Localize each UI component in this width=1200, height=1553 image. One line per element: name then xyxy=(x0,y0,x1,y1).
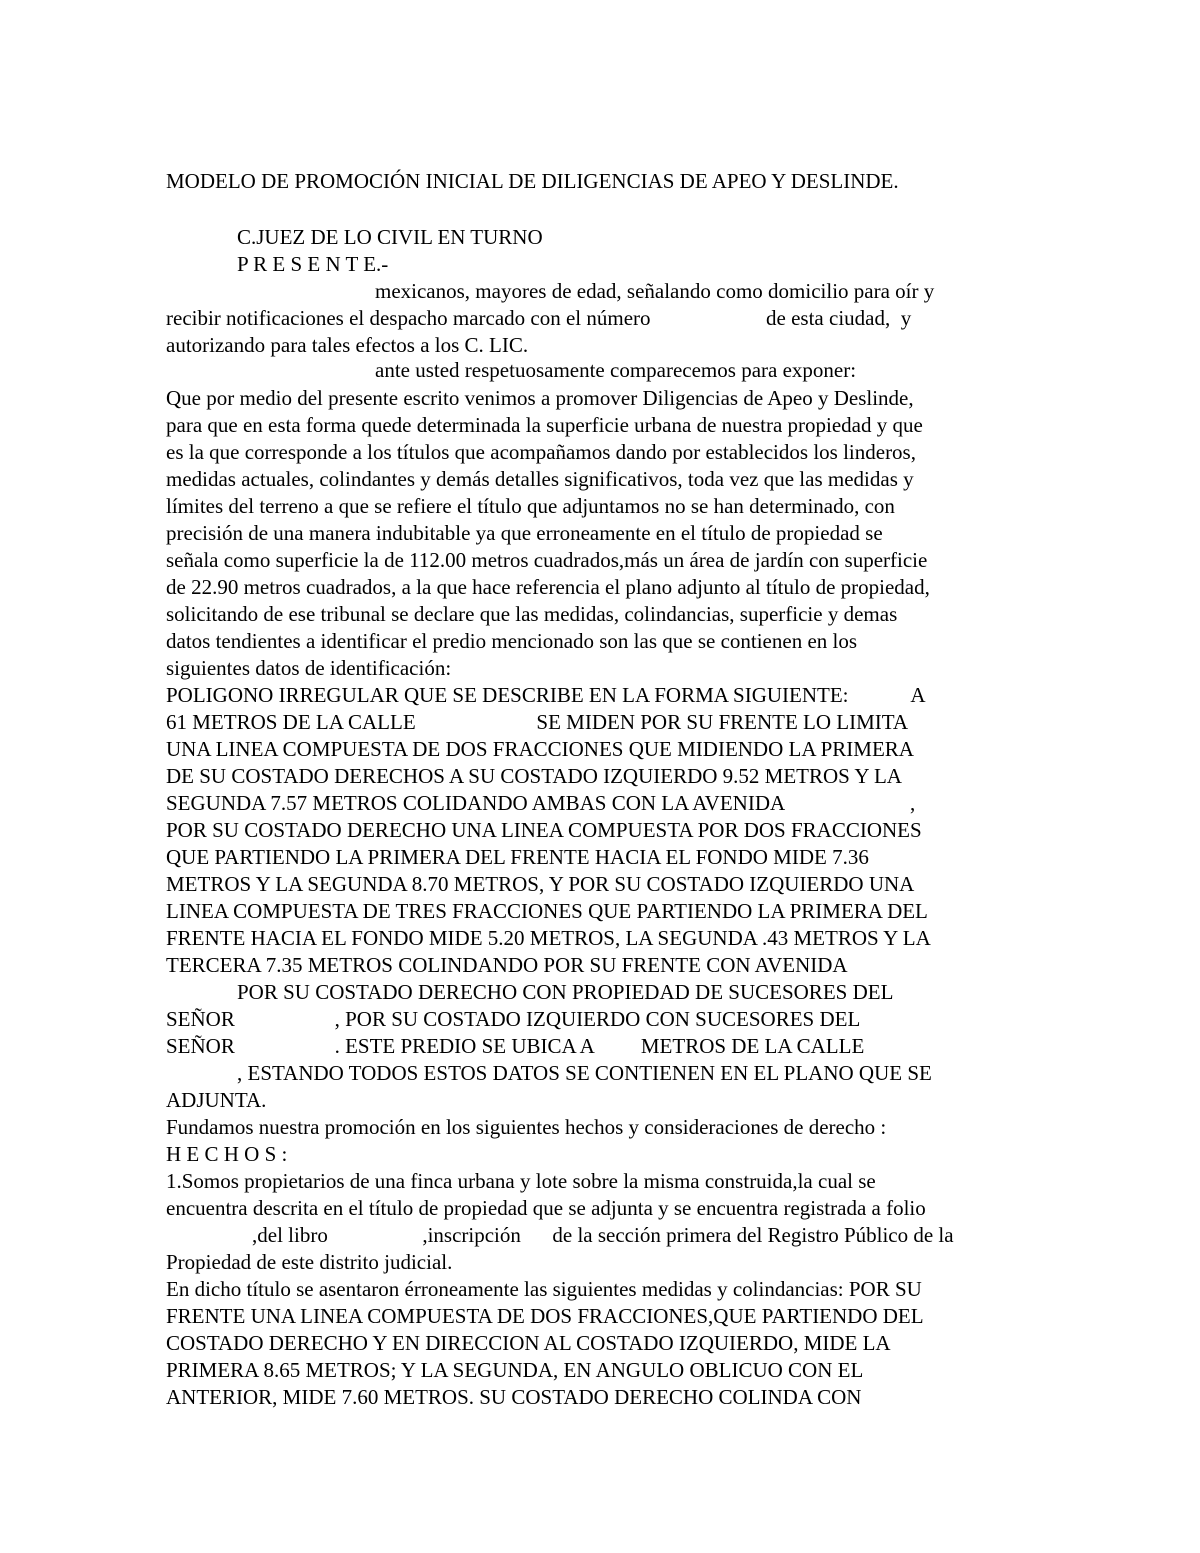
presente-line: P R E S E N T E.- xyxy=(237,252,389,276)
text-line: SEGUNDA 7.57 METROS COLIDANDO AMBAS CON LA AVENIDA , xyxy=(166,791,916,815)
text-line: POR SU COSTADO DERECHO UNA LINEA COMPUESTA POR DOS FRACCIONES xyxy=(166,818,922,842)
addressee-line: C.JUEZ DE LO CIVIL EN TURNO xyxy=(237,225,543,249)
text-line: ADJUNTA. xyxy=(166,1088,267,1112)
text-line: UNA LINEA COMPUESTA DE DOS FRACCIONES QUE MIDIENDO LA PRIMERA xyxy=(166,737,914,761)
text-line: siguientes datos de identificación: xyxy=(166,656,452,680)
text-line: límites del terreno a que se refiere el título que adjuntamos no se han determinado, con xyxy=(166,494,895,518)
text-line: ,del libro ,inscripción de la sección primera del Registro Público de la xyxy=(252,1223,954,1247)
text-line: solicitando de ese tribunal se declare que las medidas, colindancias, superficie y demas xyxy=(166,602,898,626)
text-line: En dicho título se asentaron érroneamente las siguientes medidas y colindancias: POR SU xyxy=(166,1277,922,1301)
text-line: , ESTANDO TODOS ESTOS DATOS SE CONTIENEN EN EL PLANO QUE SE xyxy=(237,1061,932,1085)
text-line: es la que corresponde a los títulos que acompañamos dando por establecidos los linderos, xyxy=(166,440,916,464)
text-line: ANTERIOR, MIDE 7.60 METROS. SU COSTADO DERECHO COLINDA CON xyxy=(166,1385,862,1409)
text-line: para que en esta forma quede determinada la superficie urbana de nuestra propiedad y que xyxy=(166,413,923,437)
text-line: TERCERA 7.35 METROS COLINDANDO POR SU FRENTE CON AVENIDA xyxy=(166,953,848,977)
text-line: QUE PARTIENDO LA PRIMERA DEL FRENTE HACIA EL FONDO MIDE 7.36 xyxy=(166,845,869,869)
text-line: METROS Y LA SEGUNDA 8.70 METROS, Y POR SU COSTADO IZQUIERDO UNA xyxy=(166,872,915,896)
text-line: Que por medio del presente escrito venimos a promover Diligencias de Apeo y Deslinde, xyxy=(166,386,914,410)
text-line: PRIMERA 8.65 METROS; Y LA SEGUNDA, EN ANGULO OBLICUO CON EL xyxy=(166,1358,864,1382)
text-line: encuentra descrita en el título de propiedad que se adjunta y se encuentra registrada a folio xyxy=(166,1196,926,1220)
text-line: ante usted respetuosamente comparecemos para exponer: xyxy=(375,358,857,382)
text-line: recibir notificaciones el despacho marcado con el número de esta ciudad, y xyxy=(166,306,912,330)
text-line: autorizando para tales efectos a los C. LIC. xyxy=(166,333,529,357)
text-line: Fundamos nuestra promoción en los siguientes hechos y consideraciones de derecho : xyxy=(166,1115,887,1139)
text-line: mexicanos, mayores de edad, señalando como domicilio para oír y xyxy=(375,279,935,303)
text-line: medidas actuales, colindantes y demás detalles significativos, toda vez que las medidas y xyxy=(166,467,914,491)
text-line: DE SU COSTADO DERECHOS A SU COSTADO IZQUIERDO 9.52 METROS Y LA xyxy=(166,764,902,788)
hechos-heading: H E C H O S : xyxy=(166,1142,288,1166)
text-line: Propiedad de este distrito judicial. xyxy=(166,1250,453,1274)
document-title: MODELO DE PROMOCIÓN INICIAL DE DILIGENCIAS DE APEO Y DESLINDE. xyxy=(166,169,899,193)
text-line: LINEA COMPUESTA DE TRES FRACCIONES QUE PARTIENDO LA PRIMERA DEL xyxy=(166,899,928,923)
text-line: COSTADO DERECHO Y EN DIRECCION AL COSTADO IZQUIERDO, MIDE LA xyxy=(166,1331,891,1355)
text-line: precisión de una manera indubitable ya que erroneamente en el título de propiedad se xyxy=(166,521,883,545)
text-line: POLIGONO IRREGULAR QUE SE DESCRIBE EN LA FORMA SIGUIENTE: A xyxy=(166,683,926,707)
text-line: datos tendientes a identificar el predio mencionado son las que se contienen en los xyxy=(166,629,858,653)
text-line: SEÑOR , POR SU COSTADO IZQUIERDO CON SUCESORES DEL xyxy=(166,1007,861,1031)
text-line: 1.Somos propietarios de una finca urbana y lote sobre la misma construida,la cual se xyxy=(166,1169,876,1193)
text-line: POR SU COSTADO DERECHO CON PROPIEDAD DE SUCESORES DEL xyxy=(237,980,894,1004)
text-line: FRENTE HACIA EL FONDO MIDE 5.20 METROS, LA SEGUNDA .43 METROS Y LA xyxy=(166,926,931,950)
text-line: FRENTE UNA LINEA COMPUESTA DE DOS FRACCIONES,QUE PARTIENDO DEL xyxy=(166,1304,924,1328)
text-line: de 22.90 metros cuadrados, a la que hace referencia el plano adjunto al título de propiedad, xyxy=(166,575,930,599)
text-line: SEÑOR . ESTE PREDIO SE UBICA A METROS DE LA CALLE xyxy=(166,1034,865,1058)
text-line: señala como superficie la de 112.00 metros cuadrados,más un área de jardín con superficie xyxy=(166,548,928,572)
text-line: 61 METROS DE LA CALLE SE MIDEN POR SU FRENTE LO LIMITA xyxy=(166,710,909,734)
